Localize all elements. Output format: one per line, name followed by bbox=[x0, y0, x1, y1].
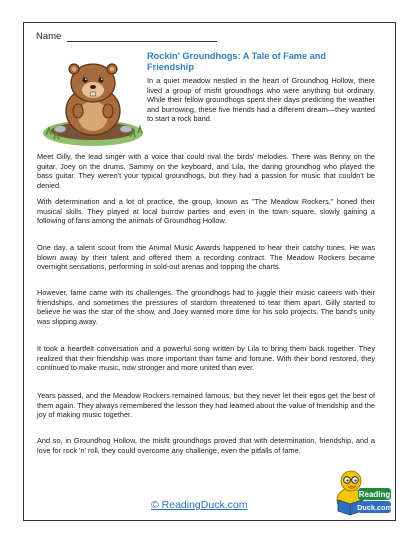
name-label: Name bbox=[36, 31, 62, 42]
story-paragraph-7: Years passed, and the Meadow Rockers remained famous, but they never let their egos get the best of them again. They always remembered the lesson they had learned about the value of friendship and the joy of making music together. bbox=[37, 391, 375, 420]
name-blank-line[interactable] bbox=[67, 32, 217, 42]
story-title: Rockin' Groundhogs: A Tale of Fame and Friendship bbox=[147, 51, 326, 72]
story-paragraph-3: With determination and a lot of practice, the group, known as "The Meadow Rockers," honed their musical skills. They played at local burrow parties and even in the town square, slowly gaining a following of fans among the animals of Groundhog Hollow. bbox=[37, 197, 375, 226]
readingduck-link[interactable]: © ReadingDuck.com bbox=[151, 499, 248, 511]
logo-text-bottom: Duck.com bbox=[357, 503, 392, 512]
story-paragraph-5: However, fame came with its challenges. The groundhogs had to juggle their music careers with their friendships, and sometimes the pressures of stardom threatened to tear them apart. Gilly started to believe he was the star of the show, and Joey wanted more time for his solo projects. The band's unity was slipping away. bbox=[37, 288, 375, 326]
story-paragraph-8: And so, in Groundhog Hollow, the misfit groundhogs proved that with determination, friendship, and a love for rock 'n' roll, they could overcome any challenge, even the pitfalls of fame. bbox=[37, 436, 375, 455]
reading-duck-logo bbox=[332, 464, 392, 522]
name-field bbox=[36, 31, 217, 42]
story-paragraph-1: In a quiet meadow nestled in the heart of Groundhog Hollow, there lived a group of misfit groundhogs who were anything but ordinary. While their fellow groundhogs spent their days predicting the weather and burrowing, these five friends had a different dream—they wanted to start a rock band. bbox=[147, 76, 375, 124]
groundhog-illustration bbox=[38, 53, 148, 148]
story-paragraph-4: One day, a talent scout from the Animal Music Awards happened to hear their catchy tunes. He was blown away by their talent and offered them a recording contract. The Meadow Rockers became overnight sensations, performing in sold-out arenas and topping the charts. bbox=[37, 243, 375, 272]
story-paragraph-2: Meet Gilly, the lead singer with a voice that could rival the birds' melodies. There was Benny on the guitar, Joey on the drums, Sammy on the keyboard, and Lila, the daring groundhog who played the bass guitar. They weren't your typical groundhogs, but they had a passion for music that couldn't be denied. bbox=[37, 152, 375, 190]
logo-text-top: Reading bbox=[358, 490, 391, 499]
story-paragraph-6: It took a heartfelt conversation and a powerful song written by Lila to bring them back together. They realized that their friendship was more important than fame and fortune. With their bond restored, they continued to make music, now stronger and more united than ever. bbox=[37, 344, 375, 373]
